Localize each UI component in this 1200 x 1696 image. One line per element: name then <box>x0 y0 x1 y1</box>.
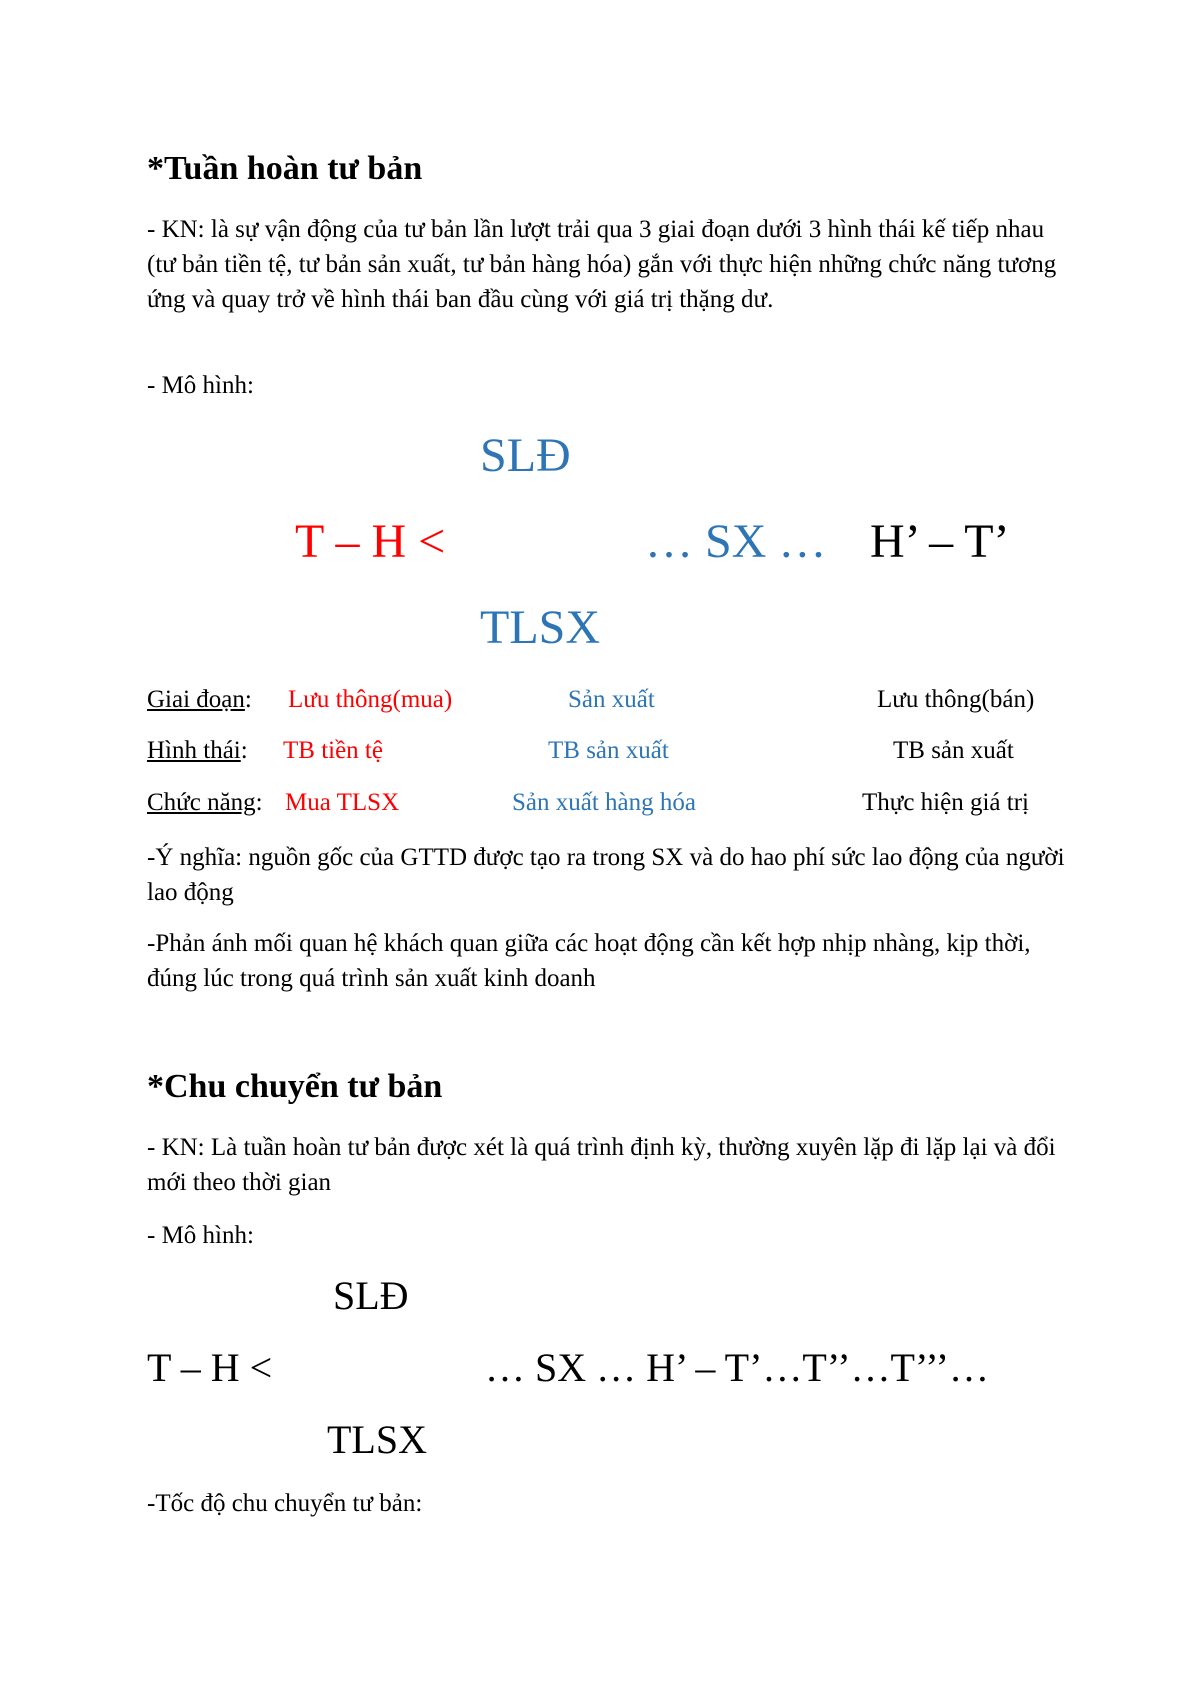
formula-right-ht: H’ – T’ <box>870 515 1010 568</box>
row-label-hinh-thai: Hình thái <box>147 737 241 764</box>
table-row <box>147 789 263 817</box>
cell-tb-san-xuat-2: TB sản xuất <box>893 737 1014 764</box>
formula-right-sx: … SX … <box>645 515 827 568</box>
row-label-chuc-nang: Chức năng <box>147 789 256 816</box>
formula-top-sld: SLĐ <box>480 429 571 482</box>
cell-luu-thong-mua: Lưu thông(mua) <box>288 686 453 713</box>
table-row <box>147 686 252 714</box>
meaning-paragraph-1: -Ý nghĩa: nguồn gốc của GTTD được tạo ra trong SX và do hao phí sức lao động của người lao động <box>147 844 1065 906</box>
row-label-colon: : <box>240 737 248 764</box>
section-title-tuan-hoan: *Tuần hoàn tư bản <box>147 150 423 187</box>
section-title-chu-chuyen: *Chu chuyển tư bản <box>147 1068 443 1105</box>
row-label-giai-doan: Giai đoạn <box>147 686 245 713</box>
table-row <box>147 737 248 765</box>
cell-thuc-hien-gia-tri: Thực hiện giá trị <box>862 789 1029 816</box>
cell-tb-san-xuat: TB sản xuất <box>548 737 669 764</box>
row-label-colon: : <box>244 686 252 713</box>
formula2-top-sld: SLĐ <box>333 1273 409 1318</box>
formula2-right: … SX … H’ – T’…T’’…T’’’… <box>485 1345 989 1390</box>
formula2-left-th: T – H < <box>147 1345 273 1390</box>
meaning-paragraph-2: -Phản ánh mối quan hệ khách quan giữa các hoạt động cần kết hợp nhịp nhàng, kịp thời, đúng lúc trong quá trình sản xuất kinh doanh <box>147 930 1031 992</box>
speed-label: -Tốc độ chu chuyển tư bản: <box>147 1490 423 1517</box>
cell-san-xuat-hang-hoa: Sản xuất hàng hóa <box>512 789 696 816</box>
cell-luu-thong-ban: Lưu thông(bán) <box>877 686 1035 713</box>
cell-san-xuat: Sản xuất <box>568 686 655 713</box>
formula-left-th: T – H < <box>295 515 446 568</box>
definition-paragraph-2: - KN: Là tuần hoàn tư bản được xét là quá trình định kỳ, thường xuyên lặp đi lặp lại và đổi mới theo thời gian <box>147 1134 1056 1196</box>
row-label-colon: : <box>255 789 263 816</box>
definition-paragraph: - KN: là sự vận động của tư bản lần lượt trải qua 3 giai đoạn dưới 3 hình thái kế tiếp nhau (tư bản tiền tệ, tư bản sản xuất, tư bản hàng hóa) gắn với thực hiện những chức năng tương ứng và quay trở về hình thái ban đầu cùng với giá trị thặng dư. <box>147 216 1057 313</box>
model-label: - Mô hình: <box>147 372 254 399</box>
model-label-2: - Mô hình: <box>147 1222 254 1249</box>
cell-mua-tlsx: Mua TLSX <box>285 789 400 816</box>
formula-bottom-tlsx: TLSX <box>480 601 600 654</box>
cell-tb-tien-te: TB tiền tệ <box>283 737 383 764</box>
formula2-bottom-tlsx: TLSX <box>327 1417 427 1462</box>
